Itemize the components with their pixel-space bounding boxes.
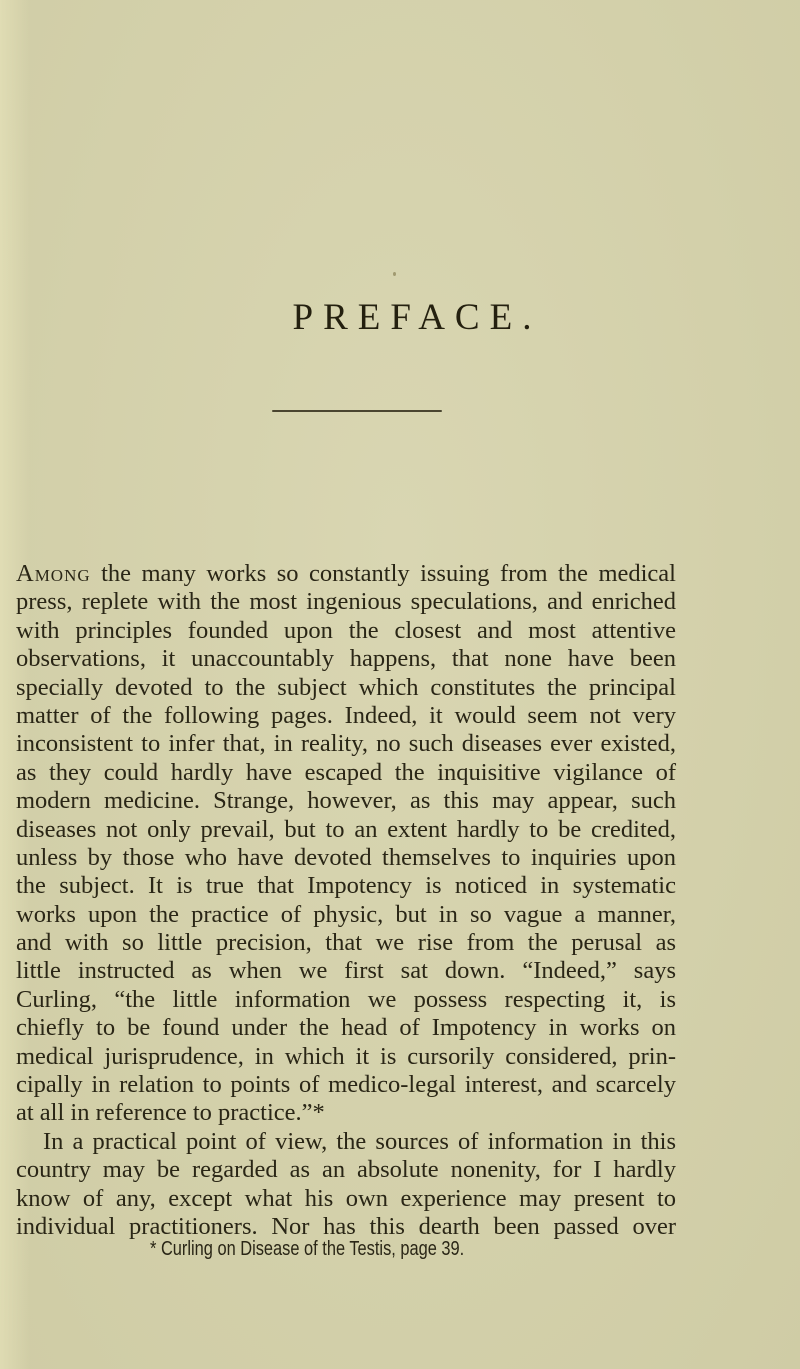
text-line: with principles founded upon the closest and most attentive [16,616,676,644]
drop-lead-smallcaps: Among [16,560,91,587]
text-line: inconsistent to infer that, in reality, no such diseases ever existed, [16,730,676,758]
text-line-paragraph-start: In a practical point of view, the sources of information in this [43,1127,676,1155]
text-line: individual practitioners. Nor has this dearth been passed over [16,1212,676,1240]
text-line-paragraph-end: at all in reference to practice.”* [16,1099,325,1127]
ink-speck [393,272,396,276]
text-line: specially devoted to the subject which constitutes the principal [16,673,676,701]
text-line: matter of the following pages. Indeed, it would seem not very [16,701,676,729]
footnote: * Curling on Disease of the Testis, page 39. [150,1238,465,1260]
text-line: works upon the practice of physic, but in so vague a manner, [16,900,676,928]
text-line: observations, it unaccountably happens, that none have been [16,645,676,673]
text-line: cipally in relation to points of medico-legal interest, and scarcely [16,1071,676,1099]
text-line: country may be regarded as an absolute nonenity, for I hardly [16,1156,676,1184]
text-line: medical jurisprudence, in which it is cursorily considered, prin- [16,1042,676,1070]
text-line: modern medicine. Strange, however, as this may appear, such [16,787,676,815]
text-line: and with so little precision, that we rise from the perusal as [16,929,676,957]
text-line: press, replete with the most ingenious speculations, and enriched [16,588,676,616]
text-line: the subject. It is true that Impotency is noticed in systematic [16,872,676,900]
text-line: unless by those who have devoted themselves to inquiries upon [16,843,676,871]
text-line: Curling, “the little information we possess respecting it, is [16,985,676,1013]
text-line: little instructed as when we first sat down. “Indeed,” says [16,957,676,985]
text-line: chiefly to be found under the head of Impotency in works on [16,1014,676,1042]
page-title: PREFACE. [292,297,542,338]
title-rule-divider [272,410,442,412]
body-text [16,560,676,1241]
text-line: diseases not only prevail, but to an extent hardly to be credited, [16,815,676,843]
text-line: as they could hardly have escaped the inquisitive vigilance of [16,758,676,786]
text-line: Among the many works so constantly issuing from the medical [16,560,676,587]
text-line: know of any, except what his own experience may present to [16,1184,676,1212]
